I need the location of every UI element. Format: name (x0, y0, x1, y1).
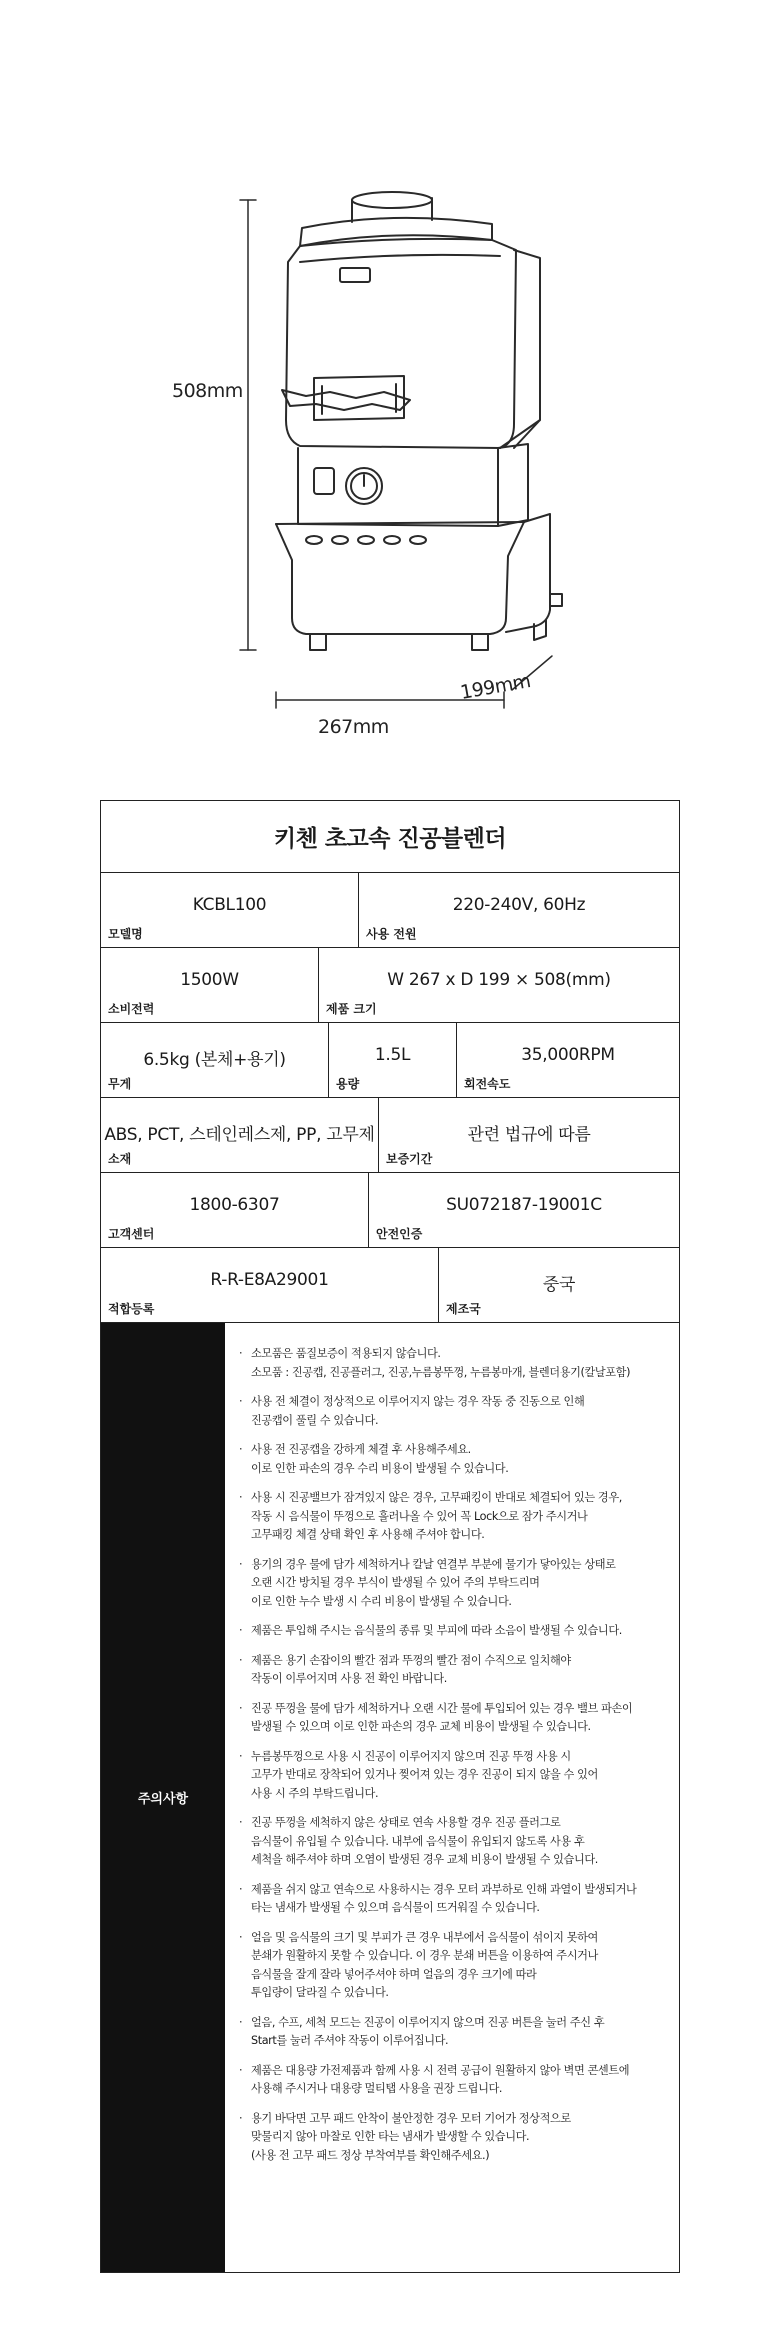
rpm-value: 35,000RPM (521, 1045, 615, 1065)
bullet-icon: · (239, 1930, 243, 1944)
notice-item (239, 1489, 671, 1545)
power-source-label: 사용 전원 (366, 927, 417, 941)
bullet-icon: · (239, 1749, 243, 1763)
safety-cert-cell (369, 1173, 679, 1247)
size-value: W 267 x D 199 × 508(mm) (387, 970, 611, 990)
conformity-value: R-R-E8A29001 (210, 1270, 329, 1290)
model-value: KCBL100 (192, 895, 267, 915)
spec-row-weight (101, 1023, 679, 1098)
weight-cell (101, 1023, 329, 1097)
notice-item (239, 1881, 671, 1918)
customer-center-label: 고객센터 (108, 1227, 155, 1241)
bullet-icon: · (239, 2015, 243, 2029)
notice-text: 제품은 용기 손잡이의 빨간 점과 뚜껑의 빨간 점이 수직으로 일치해야 작동이 이루어지며 사용 전 확인 바랍니다. (251, 1653, 571, 1685)
conformity-cell (101, 1248, 439, 1322)
notice-item (239, 2014, 671, 2051)
bullet-icon: · (239, 1701, 243, 1715)
warranty-label: 보증기간 (386, 1152, 433, 1166)
model-label: 모델명 (108, 927, 143, 941)
width-dimension: 267mm (318, 716, 389, 738)
rpm-cell (457, 1023, 679, 1097)
spec-title: 키첸 초고속 진공블렌더 (101, 801, 679, 873)
size-cell (319, 948, 679, 1022)
notice-item (239, 1622, 671, 1641)
bullet-icon: · (239, 1882, 243, 1896)
bullet-icon: · (239, 1443, 243, 1456)
size-label: 제품 크기 (326, 1002, 377, 1016)
notice-item (239, 1441, 671, 1478)
notice-text: 얼음, 수프, 세척 모드는 진공이 이루어지지 않으며 진공 버튼을 눌러 주신 후 Start를 눌러 주셔야 작동이 이루어집니다. (251, 2015, 605, 2047)
spec-row-model (101, 873, 679, 948)
model-cell (101, 873, 359, 947)
notice-label: 주의사항 (101, 1323, 225, 2272)
notice-text: 용기의 경우 물에 담가 세척하거나 칼날 연결부 부분에 물기가 닿아있는 상태로 오랜 시간 방치될 경우 부식이 발생될 수 있어 주의 부탁드리며 이로 인한 누수 발생 시 수리 비용이 발생될 수 있습니다. (251, 1557, 616, 1608)
power-source-cell (359, 873, 679, 947)
spec-table (100, 800, 680, 2273)
blender-line-drawing (0, 0, 780, 800)
capacity-label: 용량 (336, 1077, 360, 1091)
notice-text: 사용 전 진공캡을 강하게 체결 후 사용해주세요. 이로 인한 파손의 경우 수리 비용이 발생될 수 있습니다. (251, 1443, 509, 1475)
spec-row-contact (101, 1173, 679, 1248)
notice-item (239, 2062, 671, 2099)
warranty-cell (379, 1098, 679, 1172)
customer-center-cell (101, 1173, 369, 1247)
bullet-icon: · (239, 1624, 243, 1637)
notice-item (239, 1393, 671, 1430)
bullet-icon: · (239, 1347, 243, 1360)
depth-dimension: 199mm (458, 670, 533, 704)
notice-item (239, 1748, 671, 1804)
bullet-icon: · (239, 1491, 243, 1504)
safety-cert-value: SU072187-19001C (446, 1195, 602, 1215)
rpm-label: 회전속도 (464, 1077, 511, 1091)
notice-item (239, 1814, 671, 1870)
notice-text: 사용 시 진공밸브가 잠겨있지 않은 경우, 고무패킹이 반대로 체결되어 있는 경우, 작동 시 음식물이 뚜껑으로 흘러나올 수 있어 꼭 Lock으로 잠가 주시거나 고무패킹 체결 상태 확인 후 사용해 주셔야 합니다. (251, 1491, 622, 1541)
notice-item (239, 1652, 671, 1689)
spec-row-material (101, 1098, 679, 1173)
notice-text: 누름봉뚜껑으로 사용 시 진공이 이루어지지 않으며 진공 뚜껑 사용 시 고무가 반대로 장착되어 있거나 찢어져 있는 경우 진공이 되지 않을 수 있어 사용 시 주의 부탁드립니다. (251, 1749, 598, 1800)
notice-text: 진공 뚜껑을 물에 담가 세척하거나 오랜 시간 물에 투입되어 있는 경우 밸브 파손이 발생될 수 있으며 이로 인한 파손의 경우 교체 비용이 발생될 수 있습니다. (251, 1701, 633, 1733)
customer-center-value: 1800-6307 (189, 1195, 280, 1215)
notice-text: 진공 뚜껑을 세척하지 않은 상태로 연속 사용할 경우 진공 플러그로 음식물이 유입될 수 있습니다. 내부에 음식물이 유입되지 않도록 사용 후 세척을 해주셔야 하며 오염이 발생된 경우 교체 비용이 발생될 수 있습니다. (251, 1816, 598, 1866)
origin-cell (439, 1248, 679, 1322)
height-dimension: 508mm (172, 380, 243, 402)
weight-label: 무게 (108, 1077, 132, 1091)
notice-text: 소모품은 품질보증이 적용되지 않습니다. 소모품 : 진공캡, 진공플러그, 진공,누름봉뚜껑, 누름봉마개, 블렌더용기(칼날포함) (251, 1347, 631, 1379)
weight-value: 6.5kg (본체+용기) (143, 1050, 286, 1070)
notice-list (225, 1323, 679, 2272)
notice-text: 제품은 대용량 가전제품과 함께 사용 시 전력 공급이 원활하지 않아 벽면 콘센트에 사용해 주시거나 대용량 멀티탭 사용을 권장 드립니다. (251, 2063, 630, 2095)
safety-cert-label: 안전인증 (376, 1227, 423, 1241)
notice-text: 용기 바닥면 고무 패드 안착이 불안정한 경우 모터 기어가 정상적으로 맞물리지 않아 마찰로 인한 타는 냄새가 발생할 수 있습니다. (사용 전 고무 패드 정상 부착여부를 확인해주세요.) (251, 2111, 571, 2162)
power-consumption-value: 1500W (180, 970, 239, 990)
spec-row-power (101, 948, 679, 1023)
conformity-label: 적합등록 (108, 1302, 155, 1316)
material-label: 소재 (108, 1152, 132, 1166)
notice-item (239, 2110, 671, 2166)
bullet-icon: · (239, 1816, 243, 1829)
notice-text: 제품을 쉬지 않고 연속으로 사용하시는 경우 모터 과부하로 인해 과열이 발생되거나 타는 냄새가 발생될 수 있으며 음식물이 뜨거워질 수 있습니다. (251, 1882, 637, 1914)
capacity-cell (329, 1023, 457, 1097)
origin-value: 중국 (542, 1275, 576, 1295)
notice-item (239, 1700, 671, 1737)
bullet-icon: · (239, 2111, 243, 2125)
bullet-icon: · (239, 2063, 243, 2077)
notice-text: 사용 전 체결이 정상적으로 이루어지지 않는 경우 작동 중 진동으로 인해 진공캡이 풀릴 수 있습니다. (251, 1395, 585, 1427)
bullet-icon: · (239, 1557, 243, 1571)
origin-label: 제조국 (446, 1302, 481, 1316)
notice-text: 제품은 투입해 주시는 음식물의 종류 및 부피에 따라 소음이 발생될 수 있습니다. (251, 1624, 622, 1637)
material-value: ABS, PCT, 스테인레스제, PP, 고무제 (104, 1125, 375, 1145)
power-consumption-label: 소비전력 (108, 1002, 155, 1016)
notice-section (101, 1323, 679, 2272)
power-consumption-cell (101, 948, 319, 1022)
notice-item (239, 1929, 671, 2003)
warranty-value: 관련 법규에 따름 (467, 1125, 591, 1145)
product-diagram (0, 0, 780, 800)
bullet-icon: · (239, 1653, 243, 1667)
notice-item (239, 1556, 671, 1612)
notice-item (239, 1345, 671, 1382)
power-source-value: 220-240V, 60Hz (452, 895, 586, 915)
material-cell (101, 1098, 379, 1172)
capacity-value: 1.5L (374, 1045, 411, 1065)
notice-text: 얼음 및 음식물의 크기 및 부피가 큰 경우 내부에서 음식물이 섞이지 못하여 분쇄가 원활하지 못할 수 있습니다. 이 경우 분쇄 버튼을 이용하여 주시거나 음식물을 잘게 잘라 넣어주셔야 하며 얼음의 경우 크기에 따라 투입량이 달라질 수 있습니다. (251, 1930, 598, 1999)
spec-row-origin (101, 1248, 679, 1323)
bullet-icon: · (239, 1395, 243, 1408)
